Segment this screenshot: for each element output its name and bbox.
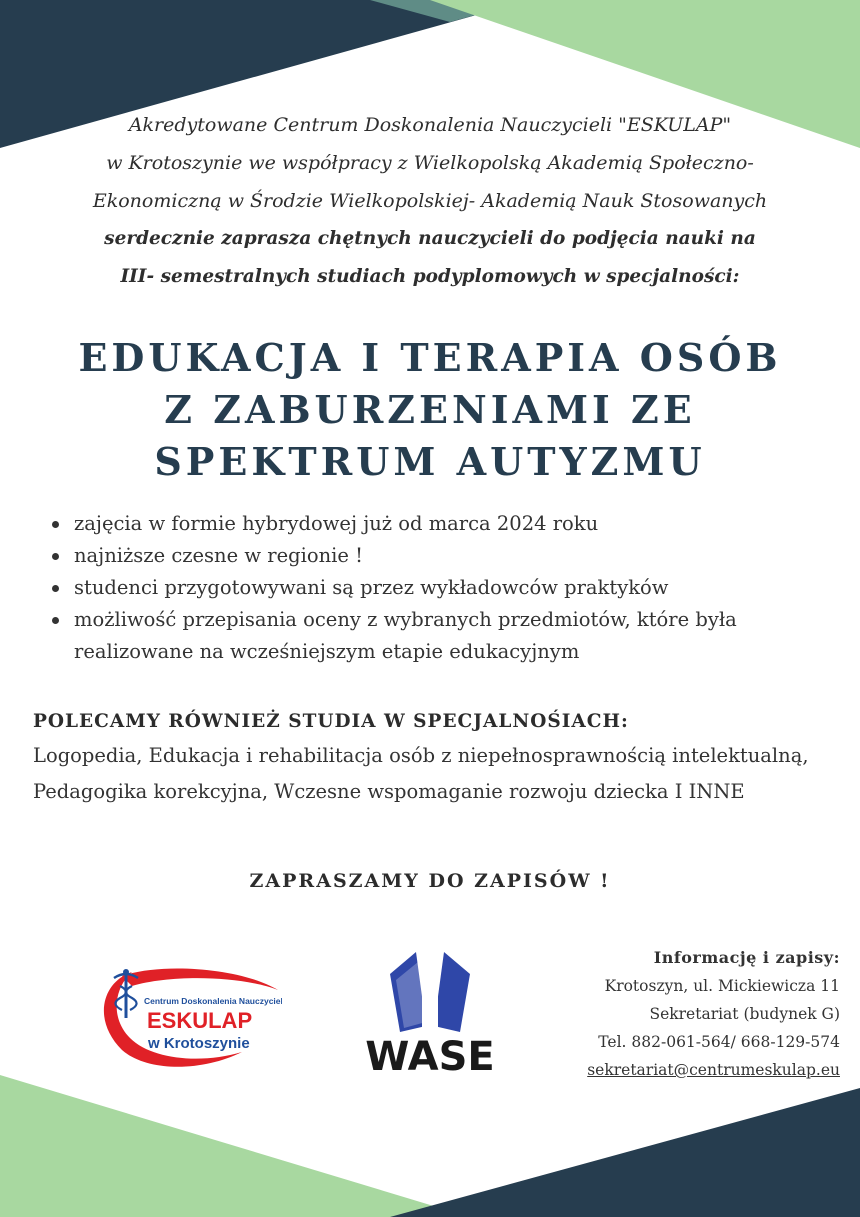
intro-text	[0, 106, 860, 296]
eskulap-logo	[92, 960, 282, 1070]
intro-line-3: Ekonomiczną w Środzie Wielkopolskiej- Akademią Nauk Stosowanych	[92, 190, 768, 212]
eskulap-subtitle: Centrum Doskonalenia Nauczycieli	[144, 996, 282, 1006]
contact-block	[587, 944, 840, 1084]
intro-line-1: Akredytowane Centrum Doskonalenia Nauczycieli "ESKULAP"	[128, 114, 732, 136]
bottom-left-green-shape	[0, 1075, 470, 1217]
bullet-icon	[52, 521, 59, 528]
intro-line-2: w Krotoszynie we współpracy z Wielkopolską Akademią Społeczno-	[106, 152, 754, 174]
list-item: studenci przygotowywani są przez wykładowców praktyków	[50, 572, 820, 604]
list-item: możliwość przepisania oceny z wybranych przedmiotów, które była realizowane na wcześniejszym etapie edukacyjnym	[50, 604, 820, 668]
benefits-list	[50, 508, 820, 668]
bottom-right-navy-shape	[390, 1088, 860, 1217]
contact-phone: Tel. 882-061-564/ 668-129-574	[598, 1033, 840, 1051]
eskulap-name: ESKULAP	[147, 1008, 253, 1033]
intro-line-4: serdecznie zaprasza chętnych nauczycieli do podjęcia nauki na	[104, 228, 756, 249]
list-item: najniższe czesne w regionie !	[50, 540, 820, 572]
recommend-heading: POLECAMY RÓWNIEŻ STUDIA W SPECJALNOŚIACH:	[33, 711, 629, 732]
list-item: zajęcia w formie hybrydowej już od marca 2024 roku	[50, 508, 820, 540]
bullet-icon	[52, 553, 59, 560]
contact-address: Krotoszyn, ul. Mickiewicza 11	[604, 977, 840, 995]
intro-line-5: III- semestralnych studiach podyplomowych w specjalności:	[120, 266, 740, 287]
invite-text: ZAPRASZAMY DO ZAPISÓW !	[249, 870, 611, 892]
main-title	[0, 332, 860, 488]
title-line-1: EDUKACJA I TERAPIA OSÓB	[78, 335, 782, 380]
eskulap-city: w Krotoszynie	[148, 1035, 250, 1052]
contact-heading: Informację i zapisy:	[653, 948, 840, 967]
wase-text: WASE	[365, 1034, 495, 1080]
contact-office: Sekretariat (budynek G)	[649, 1005, 840, 1023]
recommend-section	[33, 706, 833, 810]
title-line-2: Z ZABURZENIAMI ZE	[164, 387, 696, 432]
bullet-icon	[52, 585, 59, 592]
wase-logo	[360, 948, 500, 1080]
open-book-icon	[360, 948, 500, 1032]
title-line-3: SPEKTRUM AUTYZMU	[154, 439, 706, 484]
contact-email-link[interactable]: sekretariat@centrumeskulap.eu	[587, 1061, 840, 1079]
eskulap-logo-graphic	[92, 960, 282, 1070]
bullet-icon	[52, 617, 59, 624]
recommend-body: Logopedia, Edukacja i rehabilitacja osób z niepełnosprawnością intelektualną, Pedagogika korekcyjna, Wczesne wspomaganie rozwoju dziecka I INNE	[33, 744, 809, 803]
